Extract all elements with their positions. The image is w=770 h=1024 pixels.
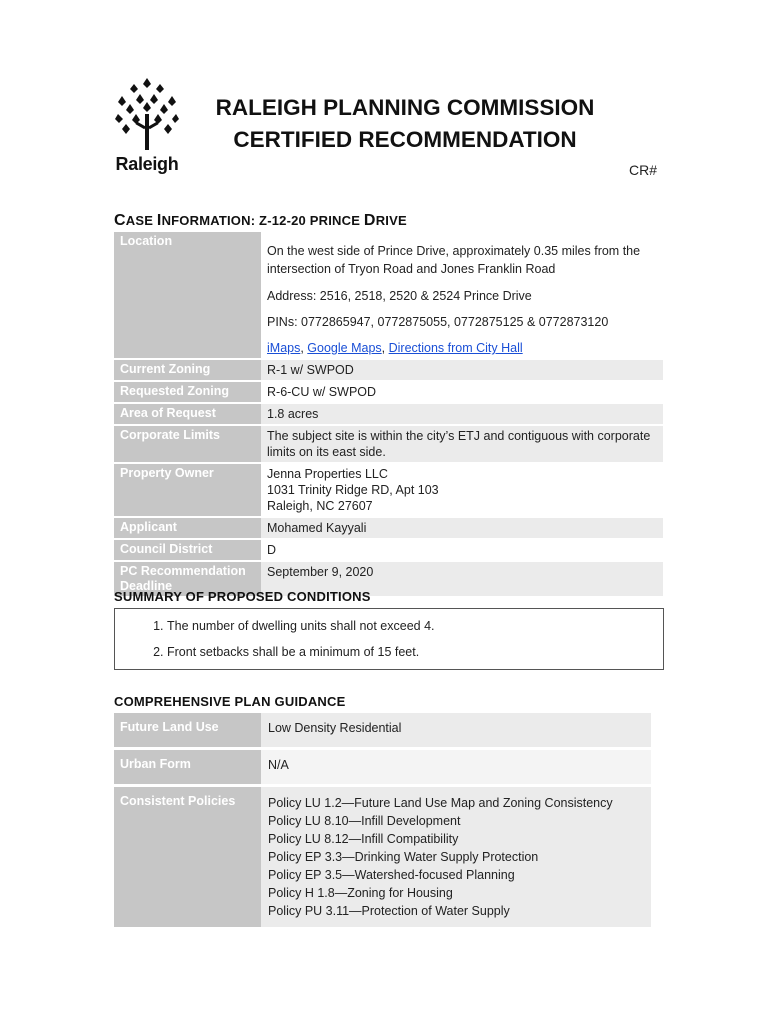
location-value: [261, 232, 663, 359]
row-area: [114, 403, 663, 425]
urban-form-value: N/A: [261, 749, 651, 786]
raleigh-logo: [112, 74, 182, 178]
consistent-policies-label: Consistent Policies: [114, 786, 261, 929]
google-maps-link[interactable]: Google Maps: [307, 341, 382, 355]
location-label: Location: [114, 232, 261, 359]
council-district-value: D: [261, 539, 663, 561]
policy-item: Policy PU 3.11—Protection of Water Supply: [268, 904, 510, 918]
row-location: [114, 232, 663, 359]
row-urban-form: [114, 749, 651, 786]
row-future-land-use: [114, 713, 651, 749]
urban-form-label: Urban Form: [114, 749, 261, 786]
title-line-1: RALEIGH PLANNING COMMISSION: [215, 95, 595, 120]
row-corporate-limits: [114, 425, 663, 463]
conditions-box: [114, 608, 664, 670]
row-current-zoning: [114, 359, 663, 381]
applicant-value: Mohamed Kayyali: [261, 517, 663, 539]
row-applicant: [114, 517, 663, 539]
applicant-label: Applicant: [114, 517, 261, 539]
policy-item: Policy LU 8.10—Infill Development: [268, 814, 461, 828]
owner-city: Raleigh, NC 27607: [267, 499, 373, 513]
future-land-use-label: Future Land Use: [114, 713, 261, 749]
requested-zoning-label: Requested Zoning: [114, 381, 261, 403]
summary-heading: SUMMARY OF PROPOSED CONDITIONS: [114, 589, 371, 604]
title-line-2: CERTIFIED RECOMMENDATION: [233, 127, 577, 152]
conditions-list: [115, 609, 663, 660]
logo-text: Raleigh: [115, 154, 179, 174]
policy-item: Policy EP 3.3—Drinking Water Supply Protection: [268, 850, 539, 864]
current-zoning-value: R-1 w/ SWPOD: [261, 359, 663, 381]
comprehensive-plan-table: [114, 713, 651, 930]
row-council-district: [114, 539, 663, 561]
consistent-policies-value: [261, 786, 651, 929]
imaps-link[interactable]: iMaps: [267, 341, 301, 355]
council-district-label: Council District: [114, 539, 261, 561]
requested-zoning-value: R-6-CU w/ SWPOD: [261, 381, 663, 403]
document-title: [190, 92, 620, 156]
deadline-value: September 9, 2020: [261, 561, 663, 597]
policy-item: Policy H 1.8—Zoning for Housing: [268, 886, 453, 900]
owner-street: 1031 Trinity Ridge RD, Apt 103: [267, 483, 439, 497]
corporate-limits-value: The subject site is within the city’s ETJ and contiguous with corporate limits on its east side.: [261, 425, 663, 463]
area-label: Area of Request: [114, 403, 261, 425]
oak-tree-icon: [112, 74, 182, 152]
policy-item: Policy LU 1.2—Future Land Use Map and Zoning Consistency: [268, 796, 613, 810]
current-zoning-label: Current Zoning: [114, 359, 261, 381]
pins-text: PINs: 0772865947, 0772875055, 0772875125 & 0772873120: [267, 315, 609, 329]
cr-number: CR#: [628, 162, 657, 178]
property-owner-value: [261, 463, 663, 517]
policy-item: Policy LU 8.12—Infill Compatibility: [268, 832, 459, 846]
map-links: iMaps, Google Maps, Directions from City Hall: [267, 341, 523, 355]
deadline-label: PC Recommendation Deadline: [114, 561, 261, 597]
condition-item: 1. The number of dwelling units shall not exceed 4.: [167, 618, 663, 634]
address-text: Address: 2516, 2518, 2520 & 2524 Prince Drive: [267, 289, 532, 303]
owner-name: Jenna Properties LLC: [267, 467, 388, 481]
corporate-limits-label: Corporate Limits: [114, 425, 261, 463]
area-value: 1.8 acres: [261, 403, 663, 425]
row-consistent-policies: [114, 786, 651, 929]
case-information-heading: CASE INFORMATION: Z-12-20 PRINCE DRIVE: [114, 212, 407, 229]
comprehensive-plan-heading: COMPREHENSIVE PLAN GUIDANCE: [114, 694, 346, 709]
row-requested-zoning: [114, 381, 663, 403]
future-land-use-value: Low Density Residential: [261, 713, 651, 749]
row-property-owner: [114, 463, 663, 517]
condition-item: 2. Front setbacks shall be a minimum of 15 feet.: [167, 644, 663, 660]
location-text: On the west side of Prince Drive, approximately 0.35 miles from the intersection of Tryon Road and Jones Franklin Road: [267, 244, 641, 276]
directions-link[interactable]: Directions from City Hall: [388, 341, 523, 355]
property-owner-label: Property Owner: [114, 463, 261, 517]
case-information-table: [114, 232, 663, 598]
policy-item: Policy EP 3.5—Watershed-focused Planning: [268, 868, 515, 882]
